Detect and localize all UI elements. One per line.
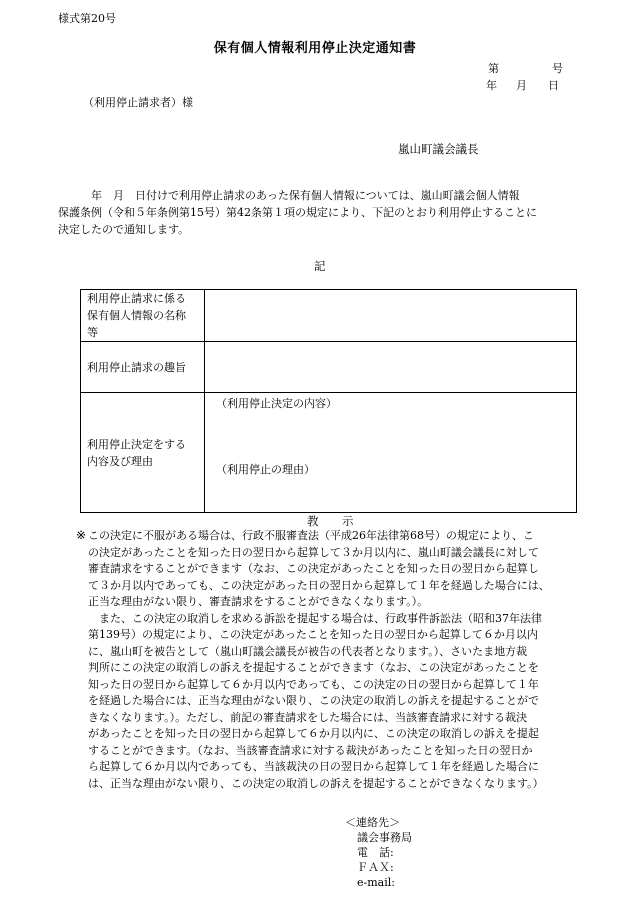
contact-block: [345, 815, 412, 890]
number-suffix: 号: [552, 62, 563, 75]
kyoji-line: があったことを知った日の翌日から起算して６か月以内に、この決定の取消しの訴えを提起: [88, 727, 539, 740]
contact-heading: ＜連絡先＞: [345, 816, 400, 829]
date-day: 日: [548, 79, 559, 92]
row2-label: [81, 342, 205, 393]
body-line: 年 月 日付けで利用停止請求のあった保有個人情報については、嵐山町議会個人情報: [58, 189, 520, 202]
reason-label: （利用停止の理由）: [216, 463, 315, 476]
ki-heading: 記: [314, 259, 326, 273]
contact-fax: ＦＡＸ:: [357, 861, 394, 874]
table-row: [81, 290, 577, 342]
kyoji-text: [88, 528, 550, 792]
kyoji-line: に、嵐山町を被告として（嵐山町議会議長が被告の代表者となります。）、さいたま地方裁: [88, 644, 528, 658]
kyoji-line: この決定に不服がある場合は、行政不服審査法（平成26年法律第68号）の規定により、こ: [88, 529, 534, 542]
kyoji-line: また、この決定の取消しを求める訴訟を提起する場合は、行政事件訴訟法（昭和37年法律: [88, 611, 542, 625]
contact-email: e-mail:: [357, 876, 395, 889]
info-table: [80, 289, 577, 513]
row1-label-line: 保有個人情報の名称: [87, 309, 186, 322]
date-year: 年: [486, 79, 497, 92]
kyoji-line: ら起算して６か月以内であっても、当該裁決の日の翌日から起算して１年を経過した場合に: [88, 760, 539, 773]
kyoji-line: 第139号）の規定により、この決定があったことを知った日の翌日から起算して６か月以内: [88, 628, 538, 641]
kyoji-line: て３か月以内であっても、この決定があった日の翌日から起算して１年を経過した場合には、: [88, 578, 550, 592]
date-month: 月: [516, 79, 527, 92]
decision-content-label: （利用停止決定の内容）: [216, 397, 337, 410]
row3-label-line: 内容及び理由: [87, 454, 153, 468]
form-number: 様式第20号: [58, 12, 116, 25]
body-line: 保護条例（令和５年条例第15号）第42条第１項の規定により、下記のとおり利用停止することに: [58, 206, 537, 219]
table-row: [81, 342, 577, 393]
sender: 嵐山町議会議長: [398, 142, 479, 156]
row1-value-field[interactable]: [205, 290, 577, 342]
table-row: [81, 393, 577, 513]
row1-label: [81, 290, 205, 342]
document-title: 保有個人情報利用停止決定通知書: [213, 41, 417, 56]
row3-value-field[interactable]: [205, 393, 577, 513]
body-paragraph: [58, 187, 583, 238]
body-line: 決定したので通知します。: [58, 223, 190, 236]
kyoji-heading: 教 示: [307, 514, 360, 528]
kyoji-line: 判所にこの決定の取消しの訴えを提起することができます（なお、この決定があったことを: [88, 661, 539, 674]
kyoji-line: を経過した場合には、正当な理由がない限り、この決定の取消しの訴えを提起することがで: [88, 694, 539, 707]
kyoji-line: 知った日の翌日から起算して６か月以内であっても、この決定の日の翌日から起算して１年: [88, 677, 539, 691]
row1-label-line: 等: [87, 326, 98, 339]
row2-label-text: 利用停止請求の趣旨: [87, 360, 186, 374]
contact-office: 議会事務局: [357, 831, 412, 844]
kyoji-line: きなくなります。）。ただし、前記の審査請求をした場合には、当該審査請求に対する裁決: [88, 710, 528, 724]
kyoji-line: 正当な理由がない限り、審査請求をすることができなくなります。）。: [88, 595, 429, 608]
row3-label-line: 利用停止決定をする: [87, 437, 186, 451]
kyoji-line: することができます。（なお、当該審査請求に対する裁決があったことを知った日の翌日か: [88, 743, 533, 757]
kyoji-line: 審査請求をすることができます（なお、この決定があったことを知った日の翌日から起算し: [88, 562, 539, 575]
kome-mark: ※: [76, 528, 87, 542]
row2-value-field[interactable]: [205, 342, 577, 393]
row3-label: [81, 393, 205, 513]
contact-tel: 電 話:: [357, 846, 394, 859]
row1-label-line: 利用停止請求に係る: [87, 292, 186, 305]
number-prefix: 第: [488, 62, 499, 75]
addressee: （利用停止請求者）様: [83, 96, 193, 109]
kyoji-line: の決定があったことを知った日の翌日から起算して３か月以内に、嵐山町議会議長に対して: [88, 545, 539, 559]
kyoji-line: は、正当な理由がない限り、この決定の取消しの訴えを提起することができなくなります。）: [88, 776, 544, 790]
